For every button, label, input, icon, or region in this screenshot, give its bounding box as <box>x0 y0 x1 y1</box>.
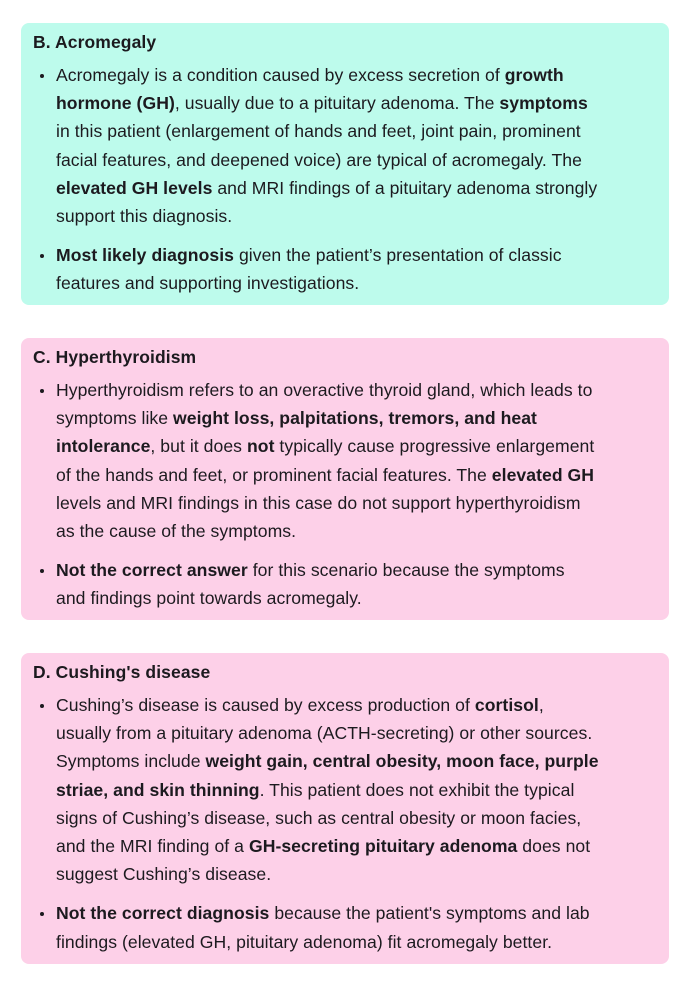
text-line <box>56 174 659 202</box>
text-line <box>56 461 659 489</box>
text: levels and MRI findings in this case do not support hyperthyroidism <box>56 492 581 513</box>
bullet-item <box>33 691 659 888</box>
text-line <box>56 899 659 927</box>
text-line <box>56 61 659 89</box>
text: findings (elevated GH, pituitary adenoma) fit acromegaly better. <box>56 931 553 952</box>
bullet-dot-icon <box>40 912 44 916</box>
bold-text: weight loss, palpitations, tremors, and heat <box>173 408 537 429</box>
bold-text: elevated GH levels <box>56 177 213 198</box>
bullet-item <box>33 556 659 612</box>
bold-text: symptoms <box>499 93 588 114</box>
text: Symptoms include <box>56 751 206 772</box>
text: in this patient (enlargement of hands and feet, joint pain, prominent <box>56 121 581 142</box>
text: given the patient’s presentation of classic <box>234 245 562 266</box>
text: Acromegaly is a condition caused by excess secretion of <box>56 65 505 85</box>
text: and MRI findings of a pituitary adenoma strongly <box>212 177 598 198</box>
text-line <box>56 719 659 747</box>
bold-text: elevated GH <box>491 464 595 485</box>
text: for this scenario because the symptoms <box>247 560 565 581</box>
bullet-item <box>33 241 659 297</box>
bullet-list <box>33 691 659 956</box>
bold-text: hormone (GH) <box>56 93 175 114</box>
bullet-list <box>33 61 659 298</box>
bullet-dot-icon <box>40 389 44 393</box>
text-line <box>56 146 659 174</box>
text: signs of Cushing’s disease, such as central obesity or moon facies, <box>56 807 582 828</box>
text-line <box>56 776 659 804</box>
text: features and supporting investigations. <box>56 273 360 294</box>
text: of the hands and feet, or prominent facial features. The <box>56 464 492 485</box>
text: does not <box>517 836 591 857</box>
text: because the patient's symptoms and lab <box>269 903 590 924</box>
bullet-item <box>33 899 659 955</box>
text: and findings point towards acromegaly. <box>56 588 362 609</box>
bold-text: GH-secreting pituitary adenoma <box>248 836 518 857</box>
bullet-dot-icon <box>40 569 44 573</box>
bold-text: growth <box>504 65 564 85</box>
option-title: D. Cushing's disease <box>33 662 211 682</box>
option-title: B. Acromegaly <box>33 32 157 52</box>
text-line <box>56 117 659 145</box>
text-line <box>56 202 659 230</box>
text-line <box>56 691 659 719</box>
text-line <box>56 376 659 404</box>
text-line <box>56 860 659 888</box>
bold-text: weight gain, central obesity, moon face, purple <box>205 751 599 772</box>
bold-text: Most likely diagnosis <box>56 245 235 266</box>
text: usually from a pituitary adenoma (ACTH-secreting) or other sources. <box>56 723 593 744</box>
text-line <box>56 928 659 956</box>
text: Cushing’s disease is caused by excess production of <box>56 695 475 715</box>
text: as the cause of the symptoms. <box>56 521 297 542</box>
bold-text: striae, and skin thinning <box>56 779 260 800</box>
bullet-dot-icon <box>40 254 44 258</box>
text-line <box>56 269 659 297</box>
bullet-item <box>33 61 659 230</box>
text: Hyperthyroidism refers to an overactive thyroid gland, which leads to <box>56 380 593 400</box>
option-card-b <box>21 23 669 305</box>
text-line <box>56 517 659 545</box>
bold-text: intolerance <box>56 436 151 457</box>
text: suggest Cushing’s disease. <box>56 864 272 885</box>
text-line <box>56 556 659 584</box>
option-card-c <box>21 338 669 620</box>
text: , <box>538 695 544 715</box>
text: , but it does <box>150 436 247 457</box>
option-card-d <box>21 653 669 964</box>
text-line <box>56 89 659 117</box>
bold-text: not <box>246 436 275 457</box>
text-line <box>56 584 659 612</box>
text: . This patient does not exhibit the typical <box>259 779 575 800</box>
bullet-item <box>33 376 659 545</box>
text-line <box>56 804 659 832</box>
text: typically cause progressive enlargement <box>274 436 595 457</box>
text-line <box>56 747 659 775</box>
text-line <box>56 832 659 860</box>
text: , usually due to a pituitary adenoma. The <box>174 93 500 114</box>
option-title: C. Hyperthyroidism <box>33 347 197 367</box>
bullet-list <box>33 376 659 613</box>
bold-text: Not the correct diagnosis <box>56 903 270 924</box>
bullet-dot-icon <box>40 704 44 708</box>
text: symptoms like <box>56 408 174 429</box>
bold-text: cortisol <box>474 695 539 715</box>
text: and the MRI finding of a <box>56 836 249 857</box>
bullet-dot-icon <box>40 74 44 78</box>
text: support this diagnosis. <box>56 206 233 227</box>
text-line <box>56 241 659 269</box>
text-line <box>56 489 659 517</box>
text-line <box>56 404 659 432</box>
text: facial features, and deepened voice) are typical of acromegaly. The <box>56 149 582 170</box>
bold-text: Not the correct answer <box>56 560 248 581</box>
text-line <box>56 432 659 460</box>
